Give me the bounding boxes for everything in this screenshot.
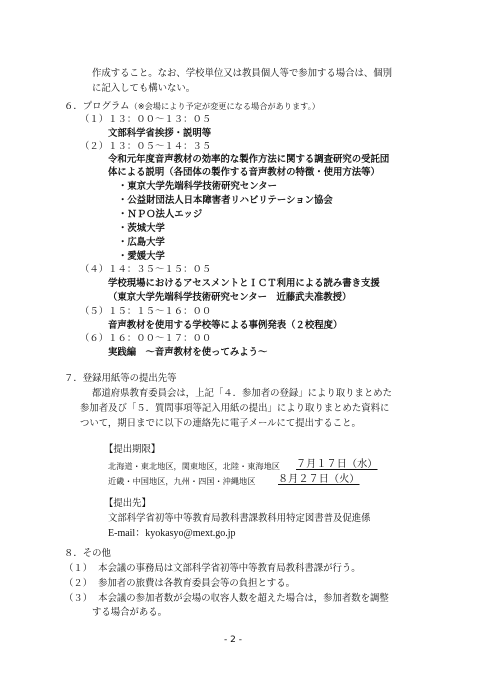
section-7-heading: ７．登録用紙等の提出先等 (64, 373, 177, 384)
deadline-date-2: ８月２７日（火） (278, 474, 360, 485)
section-6-title: ６．プログラム (64, 101, 130, 112)
contact-email: E-mail：kyokasyo@mext.go.jp (108, 528, 236, 539)
org-list-item: ・愛媛大学 (118, 251, 165, 262)
program-item-1-time: （１）１３：００～１３：０５ (80, 114, 212, 125)
section-6-note: （※会場により予定が変更になる場合があります。） (129, 101, 320, 111)
section-8-heading: ８．その他 (64, 548, 111, 559)
section-7-body-3: ついて，期日までに以下の連絡先に電子メールにて提出すること。 (80, 418, 361, 429)
org-list-item: ・公益財団法人日本障害者リハビリテーション協会 (118, 195, 333, 206)
other-item-text: 参加者の旅費は各教育委員会等の負担とする。 (98, 578, 296, 589)
other-item-text: 本会議の事務局は文部科学省初等中等教育局教科書課が行う。 (98, 563, 361, 574)
org-list-item: ・東京大学先端科学技術研究センター (118, 181, 278, 192)
program-item-2-time: （２）１３：０５～１４：３５ (80, 141, 212, 152)
page-number: - 2 - (224, 635, 242, 645)
program-item-4-title-1: 学校現場におけるアセスメントとＩＣＴ利用による読み書き支援 (108, 278, 380, 289)
org-list-item: ・ＮＰＯ法人エッジ (118, 209, 203, 220)
other-item-3-continued: する場合がある。 (92, 607, 168, 618)
other-item-3 (64, 593, 389, 605)
section-7-body-1: 都道府県教育委員会は，上記「４．参加者の登録」により取りまとめた (92, 388, 393, 399)
section-6-heading (64, 100, 320, 113)
contact-label: 【提出先】 (104, 498, 151, 509)
section-7-body-2: 参加者及び「５．質問事項等記入用紙の提出」により取りまとめた資料に (80, 403, 390, 414)
program-item-2-title-1: 令和元年度音声教材の効率的な製作方法に関する調査研究の受託団 (108, 154, 390, 165)
other-item-1 (64, 563, 361, 575)
deadline-date-1: ７月１７日（水） (296, 459, 378, 470)
intro-line-2: に記入しても構いない。 (92, 83, 196, 94)
program-item-4-time: （４）１４：３５～１５：０５ (80, 264, 212, 275)
program-item-4-title-2: （東京大学先端科学技術研究センター 近藤武夫准教授） (108, 292, 352, 303)
deadline-region-2: 近畿・中国地区，九州・四国・沖縄地区 (108, 476, 256, 486)
contact-org: 文部科学省初等中等教育局教科書課教科用特定図書普及促進係 (108, 513, 371, 524)
other-item-number: （３） (64, 593, 93, 604)
program-item-6-time: （６）１６：００～１７：００ (80, 333, 212, 344)
program-item-2-title-2: 体による説明（各団体の製作する音声教材の特徴・使用方法等） (108, 167, 380, 178)
program-item-6-title: 実践編 ～音声教材を使ってみよう～ (108, 347, 268, 358)
program-item-1-title: 文部科学省挨拶・説明等 (108, 128, 212, 139)
other-item-text: 本会議の参加者数が会場の収容人数を超えた場合は，参加者数を調整 (98, 593, 389, 604)
other-item-number: （２） (64, 578, 93, 589)
deadline-region-1: 北海道・東北地区，関東地区，北陸・東海地区 (108, 461, 280, 471)
other-item-number: （１） (64, 563, 93, 574)
org-list-item: ・茨城大学 (118, 223, 165, 234)
deadline-label: 【提出期限】 (104, 444, 161, 455)
program-item-5-title: 音声教材を使用する学校等による事例発表（２校程度） (108, 320, 343, 331)
org-list-item: ・広島大学 (118, 237, 165, 248)
program-item-5-time: （５）１５：１５～１６：００ (80, 306, 212, 317)
intro-line-1: 作成すること。なお、学校単位又は教員個人等で参加する場合は、個別 (92, 68, 393, 79)
other-item-2 (64, 578, 295, 590)
